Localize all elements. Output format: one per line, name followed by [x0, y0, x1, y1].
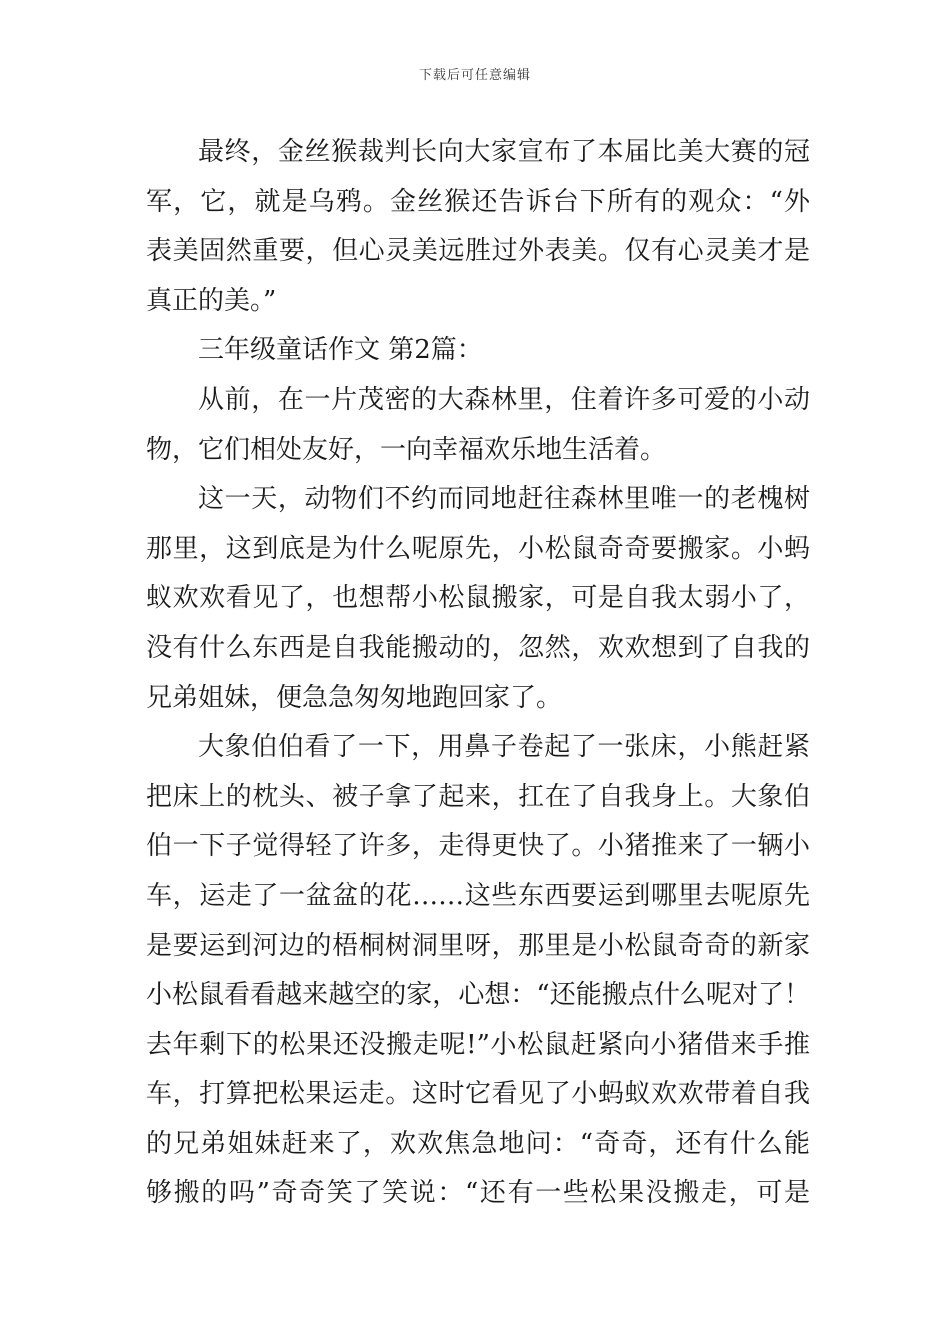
text-line: 物，它们相处友好，一向幸福欢乐地生活着。: [146, 434, 667, 465]
text-line: 没有什么东西是自我能搬动的，忽然，欢欢想到了自我的: [146, 632, 810, 663]
text-line: 把床上的枕头、被子拿了起来，扛在了自我身上。大象伯: [146, 781, 810, 812]
text-line: 最终，金丝猴裁判长向大家宣布了本届比美大赛的冠: [198, 137, 810, 167]
text-line: 这一天，动物们不约而同地赶往森林里唯一的老槐树: [198, 484, 810, 515]
text-line: 兄弟姐妹，便急急匆匆地跑回家了。: [146, 682, 563, 713]
text-line: 的兄弟姐妹赶来了，欢欢焦急地问：“奇奇，还有什么能: [146, 1128, 810, 1159]
text-line: 蚁欢欢看见了，也想帮小松鼠搬家，可是自我太弱小了，: [146, 583, 810, 614]
text-line: 大象伯伯看了一下，用鼻子卷起了一张床，小熊赶紧: [198, 732, 810, 763]
text-line: 真正的美。”: [146, 285, 277, 316]
text-line: 军，它，就是乌鸦。金丝猴还告诉台下所有的观众：“外: [146, 186, 810, 217]
text-line: 是要运到河边的梧桐树洞里呀，那里是小松鼠奇奇的新家: [146, 930, 810, 961]
text-line: 表美固然重要，但心灵美远胜过外表美。仅有心灵美才是: [146, 236, 810, 267]
section-heading: 三年级童话作文 第2篇：: [198, 335, 483, 366]
text-line: 车，打算把松果运走。这时它看见了小蚂蚁欢欢带着自我: [146, 1079, 810, 1110]
text-line: 从前，在一片茂密的大森林里，住着许多可爱的小动: [198, 384, 810, 415]
page-header-note: 下载后可任意编辑: [418, 68, 531, 83]
document-body: [146, 128, 810, 1219]
text-line: 够搬的吗”奇奇笑了笑说：“还有一些松果没搬走，可是: [146, 1178, 810, 1209]
text-line: 去年剩下的松果还没搬走呢!”小松鼠赶紧向小猪借来手推: [146, 1029, 810, 1060]
text-line: 伯一下子觉得轻了许多，走得更快了。小猪推来了一辆小: [146, 831, 810, 862]
text-line: 小松鼠看看越来越空的家，心想：“还能搬点什么呢对了！: [146, 980, 810, 1011]
text-line: 那里，这到底是为什么呢原先，小松鼠奇奇要搬家。小蚂: [146, 533, 810, 564]
text-line: 车，运走了一盆盆的花……这些东西要运到哪里去呢原先: [146, 880, 810, 911]
